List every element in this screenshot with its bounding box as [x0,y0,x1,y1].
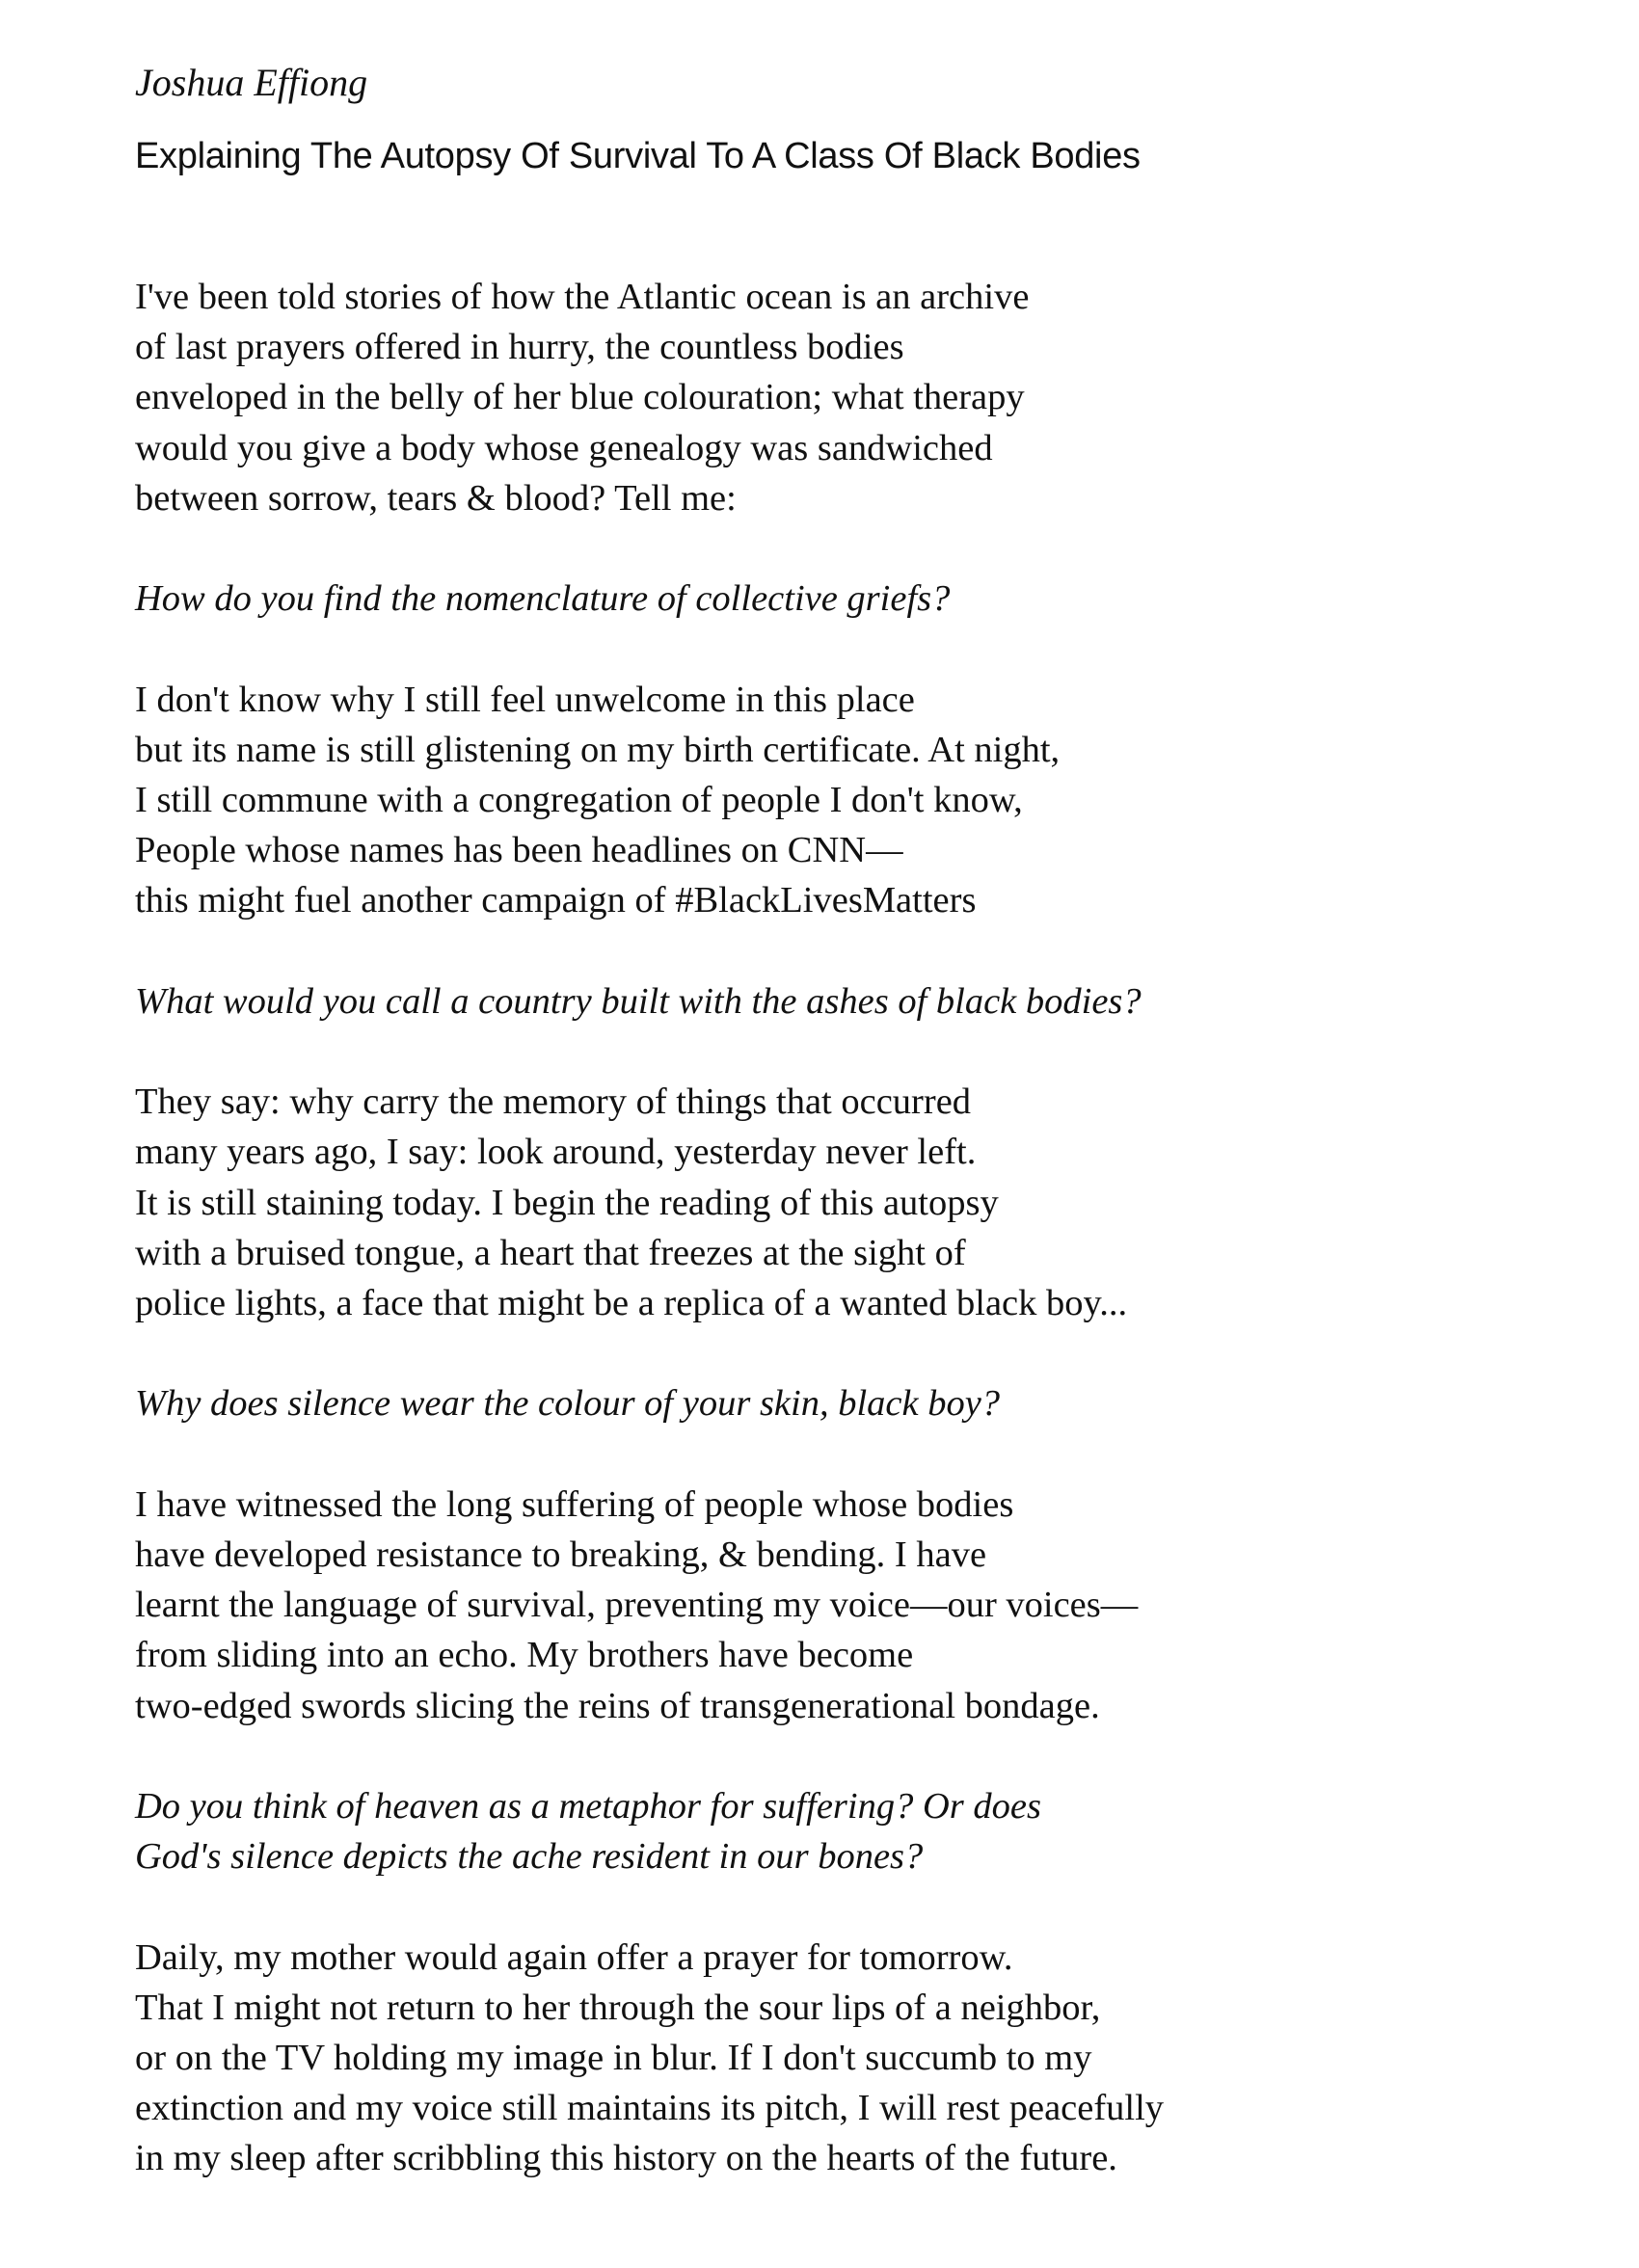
question-line: Why does silence wear the colour of your skin, black boy? [135,1383,1001,1425]
poem-line: extinction and my voice still maintains its pitch, I will rest peacefully [135,2088,1165,2129]
poem-line: this might fuel another campaign of #BlackLivesMatters [135,880,977,921]
question-stanza [135,1781,1543,1881]
poem-line: or on the TV holding my image in blur. If I don't succumb to my [135,2037,1092,2078]
poem-line: between sorrow, tears & blood? Tell me: [135,477,737,519]
stanza [135,1077,1543,1328]
stanza [135,1933,1543,2184]
poem-line: of last prayers offered in hurry, the countless bodies [135,327,904,368]
question-line: God's silence depicts the ache resident in our bones? [135,1836,924,1878]
poem-line: with a bruised tongue, a heart that freezes at the sight of [135,1232,966,1273]
poem-line: from sliding into an echo. My brothers have become [135,1635,914,1676]
poem-line: enveloped in the belly of her blue colouration; what therapy [135,377,1025,418]
poem-line: two-edged swords slicing the reins of transgenerational bondage. [135,1685,1100,1726]
poem-line: They say: why carry the memory of things that occurred [135,1081,972,1123]
poem-line: many years ago, I say: look around, yesterday never left. [135,1132,977,1173]
stanza [135,272,1543,523]
poem-line: People whose names has been headlines on CNN— [135,830,903,871]
poem-line: I've been told stories of how the Atlantic ocean is an archive [135,277,1030,317]
poem-line: I still commune with a congregation of people I don't know, [135,780,1023,820]
question-line: Do you think of heaven as a metaphor for suffering? Or does [135,1785,1041,1827]
poem-line: but its name is still glistening on my birth certificate. At night, [135,729,1061,770]
poem-body [135,272,1543,2184]
stanza [135,1480,1543,1731]
poem-line: It is still staining today. I begin the reading of this autopsy [135,1182,999,1223]
question-stanza [135,574,1543,624]
question-stanza [135,1378,1543,1428]
question-stanza [135,976,1543,1027]
poem-line: I don't know why I still feel unwelcome in this place [135,679,915,720]
poem-line: learnt the language of survival, preventing my voice—our voices— [135,1585,1139,1626]
question-line: How do you find the nomenclature of collective griefs? [135,578,951,620]
poem-line: in my sleep after scribbling this history on the hearts of the future. [135,2138,1117,2179]
question-line: What would you call a country built with the ashes of black bodies? [135,980,1142,1022]
poem-line: I have witnessed the long suffering of people whose bodies [135,1483,1014,1525]
poem-line: Daily, my mother would again offer a prayer for tomorrow. [135,1936,1013,1978]
stanza [135,675,1543,926]
poem-line: police lights, a face that might be a replica of a wanted black boy... [135,1283,1128,1323]
author-name: Joshua Effiong [135,61,368,104]
poem-line: would you give a body whose genealogy was sandwiched [135,427,993,468]
poem-line: have developed resistance to breaking, & bending. I have [135,1534,987,1575]
poem-line: That I might not return to her through the sour lips of a neighbor, [135,1987,1101,2028]
poem-title: Explaining The Autopsy Of Survival To A Class Of Black Bodies [135,136,1141,176]
